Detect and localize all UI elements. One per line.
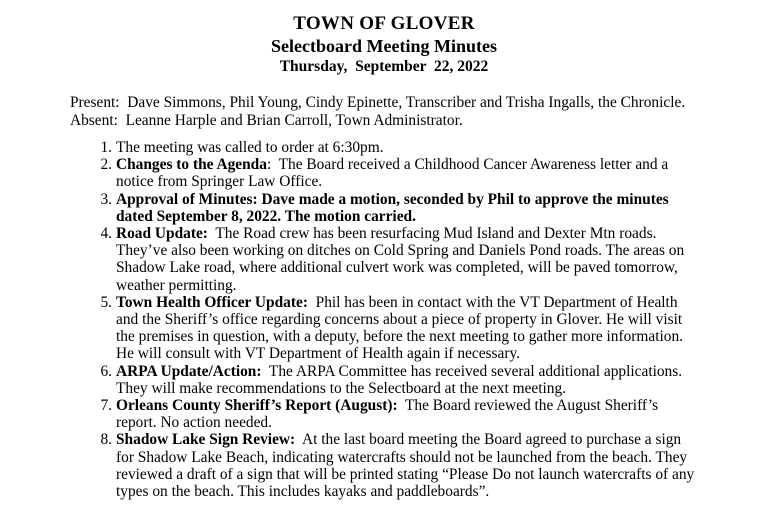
minutes-item-separator: : bbox=[266, 156, 279, 174]
attendance-block bbox=[0, 94, 768, 129]
document-heading bbox=[0, 0, 768, 77]
minutes-item-separator bbox=[398, 397, 405, 414]
minutes-item-text: The Board received a Childhood Cancer Awareness letter and a notice from Springer Law Office. bbox=[116, 156, 669, 191]
minutes-item-number: 5. bbox=[100, 293, 112, 311]
minutes-item-label: Changes to the Agenda bbox=[116, 156, 267, 174]
minutes-item-label: ARPA Update/Action: bbox=[116, 362, 262, 380]
minutes-item-text: The Board reviewed the August Sheriff’s report. No action needed. bbox=[116, 397, 659, 432]
minutes-item bbox=[0, 294, 768, 363]
minutes-item-text: Phil has been in contact with the VT Department of Health and the Sheriff’s office regarding concerns about a piece of property in Glover. He will visit the premises in question, with a deputy, before the next meeting to gather more information. He will consult with VT Department of Health again if necessary. bbox=[116, 293, 684, 363]
minutes-item-number: 4. bbox=[100, 225, 112, 243]
minutes-item bbox=[0, 397, 768, 431]
minutes-item bbox=[0, 431, 768, 500]
document-subtitle: Selectboard Meeting Minutes bbox=[271, 36, 497, 56]
minutes-item bbox=[0, 156, 768, 190]
minutes-item bbox=[0, 191, 768, 225]
minutes-item-text: Approval of Minutes: Dave made a motion, seconded by Phil to approve the minutes dated September 8, 2022. The motion carried. bbox=[116, 190, 669, 225]
minutes-item-text: The Road crew has been resurfacing Mud Island and Dexter Mtn roads. They’ve also been working on ditches on Cold Spring and Daniels Pond roads. The areas on Shadow Lake road, where additional culvert work was completed, will be paved tomorrow, weather permitting. bbox=[116, 225, 685, 294]
minutes-item-number: 2. bbox=[100, 156, 112, 174]
minutes-item-text: The ARPA Committee has received several additional applications. They will make recommendations to the Selectboard at the next meeting. bbox=[116, 362, 683, 397]
meeting-date: Thursday, September 22, 2022 bbox=[279, 58, 489, 75]
minutes-item-number: 8. bbox=[100, 431, 112, 449]
absent-line: Absent: Leanne Harple and Brian Carroll, Town Administrator. bbox=[70, 111, 463, 129]
minutes-item-label: Town Health Officer Update: bbox=[116, 293, 308, 311]
minutes-item-separator bbox=[308, 294, 316, 311]
minutes-item-number: 3. bbox=[100, 190, 112, 208]
minutes-item-label: Shadow Lake Sign Review: bbox=[116, 431, 296, 449]
minutes-item bbox=[0, 225, 768, 294]
minutes-item-number: 7. bbox=[100, 397, 112, 415]
present-line: Present: Dave Simmons, Phil Young, Cindy Epinette, Transcriber and Trisha Ingalls, the Chronicle. bbox=[70, 94, 686, 111]
minutes-item-separator bbox=[262, 363, 269, 380]
town-title: TOWN OF GLOVER bbox=[293, 13, 475, 34]
minutes-item-label: Road Update: bbox=[116, 225, 208, 243]
minutes-item-text: The meeting was called to order at 6:30pm. bbox=[116, 139, 384, 156]
minutes-item-label: Orleans County Sheriff’s Report (August): bbox=[116, 397, 398, 415]
minutes-item-separator bbox=[295, 431, 302, 448]
minutes-item-text: At the last board meeting the Board agreed to purchase a sign for Shadow Lake Beach, indicating watercrafts should not be launched from the beach. They reviewed a draft of a sign that will be printed stating “Please Do not launch watercrafts of any types on the beach. This includes kayaks and paddleboards”. bbox=[116, 431, 695, 501]
minutes-list bbox=[0, 139, 768, 500]
minutes-item-number: 6. bbox=[100, 362, 112, 380]
minutes-item-number: 1. bbox=[100, 139, 112, 156]
minutes-item bbox=[0, 139, 768, 156]
minutes-item bbox=[0, 363, 768, 397]
